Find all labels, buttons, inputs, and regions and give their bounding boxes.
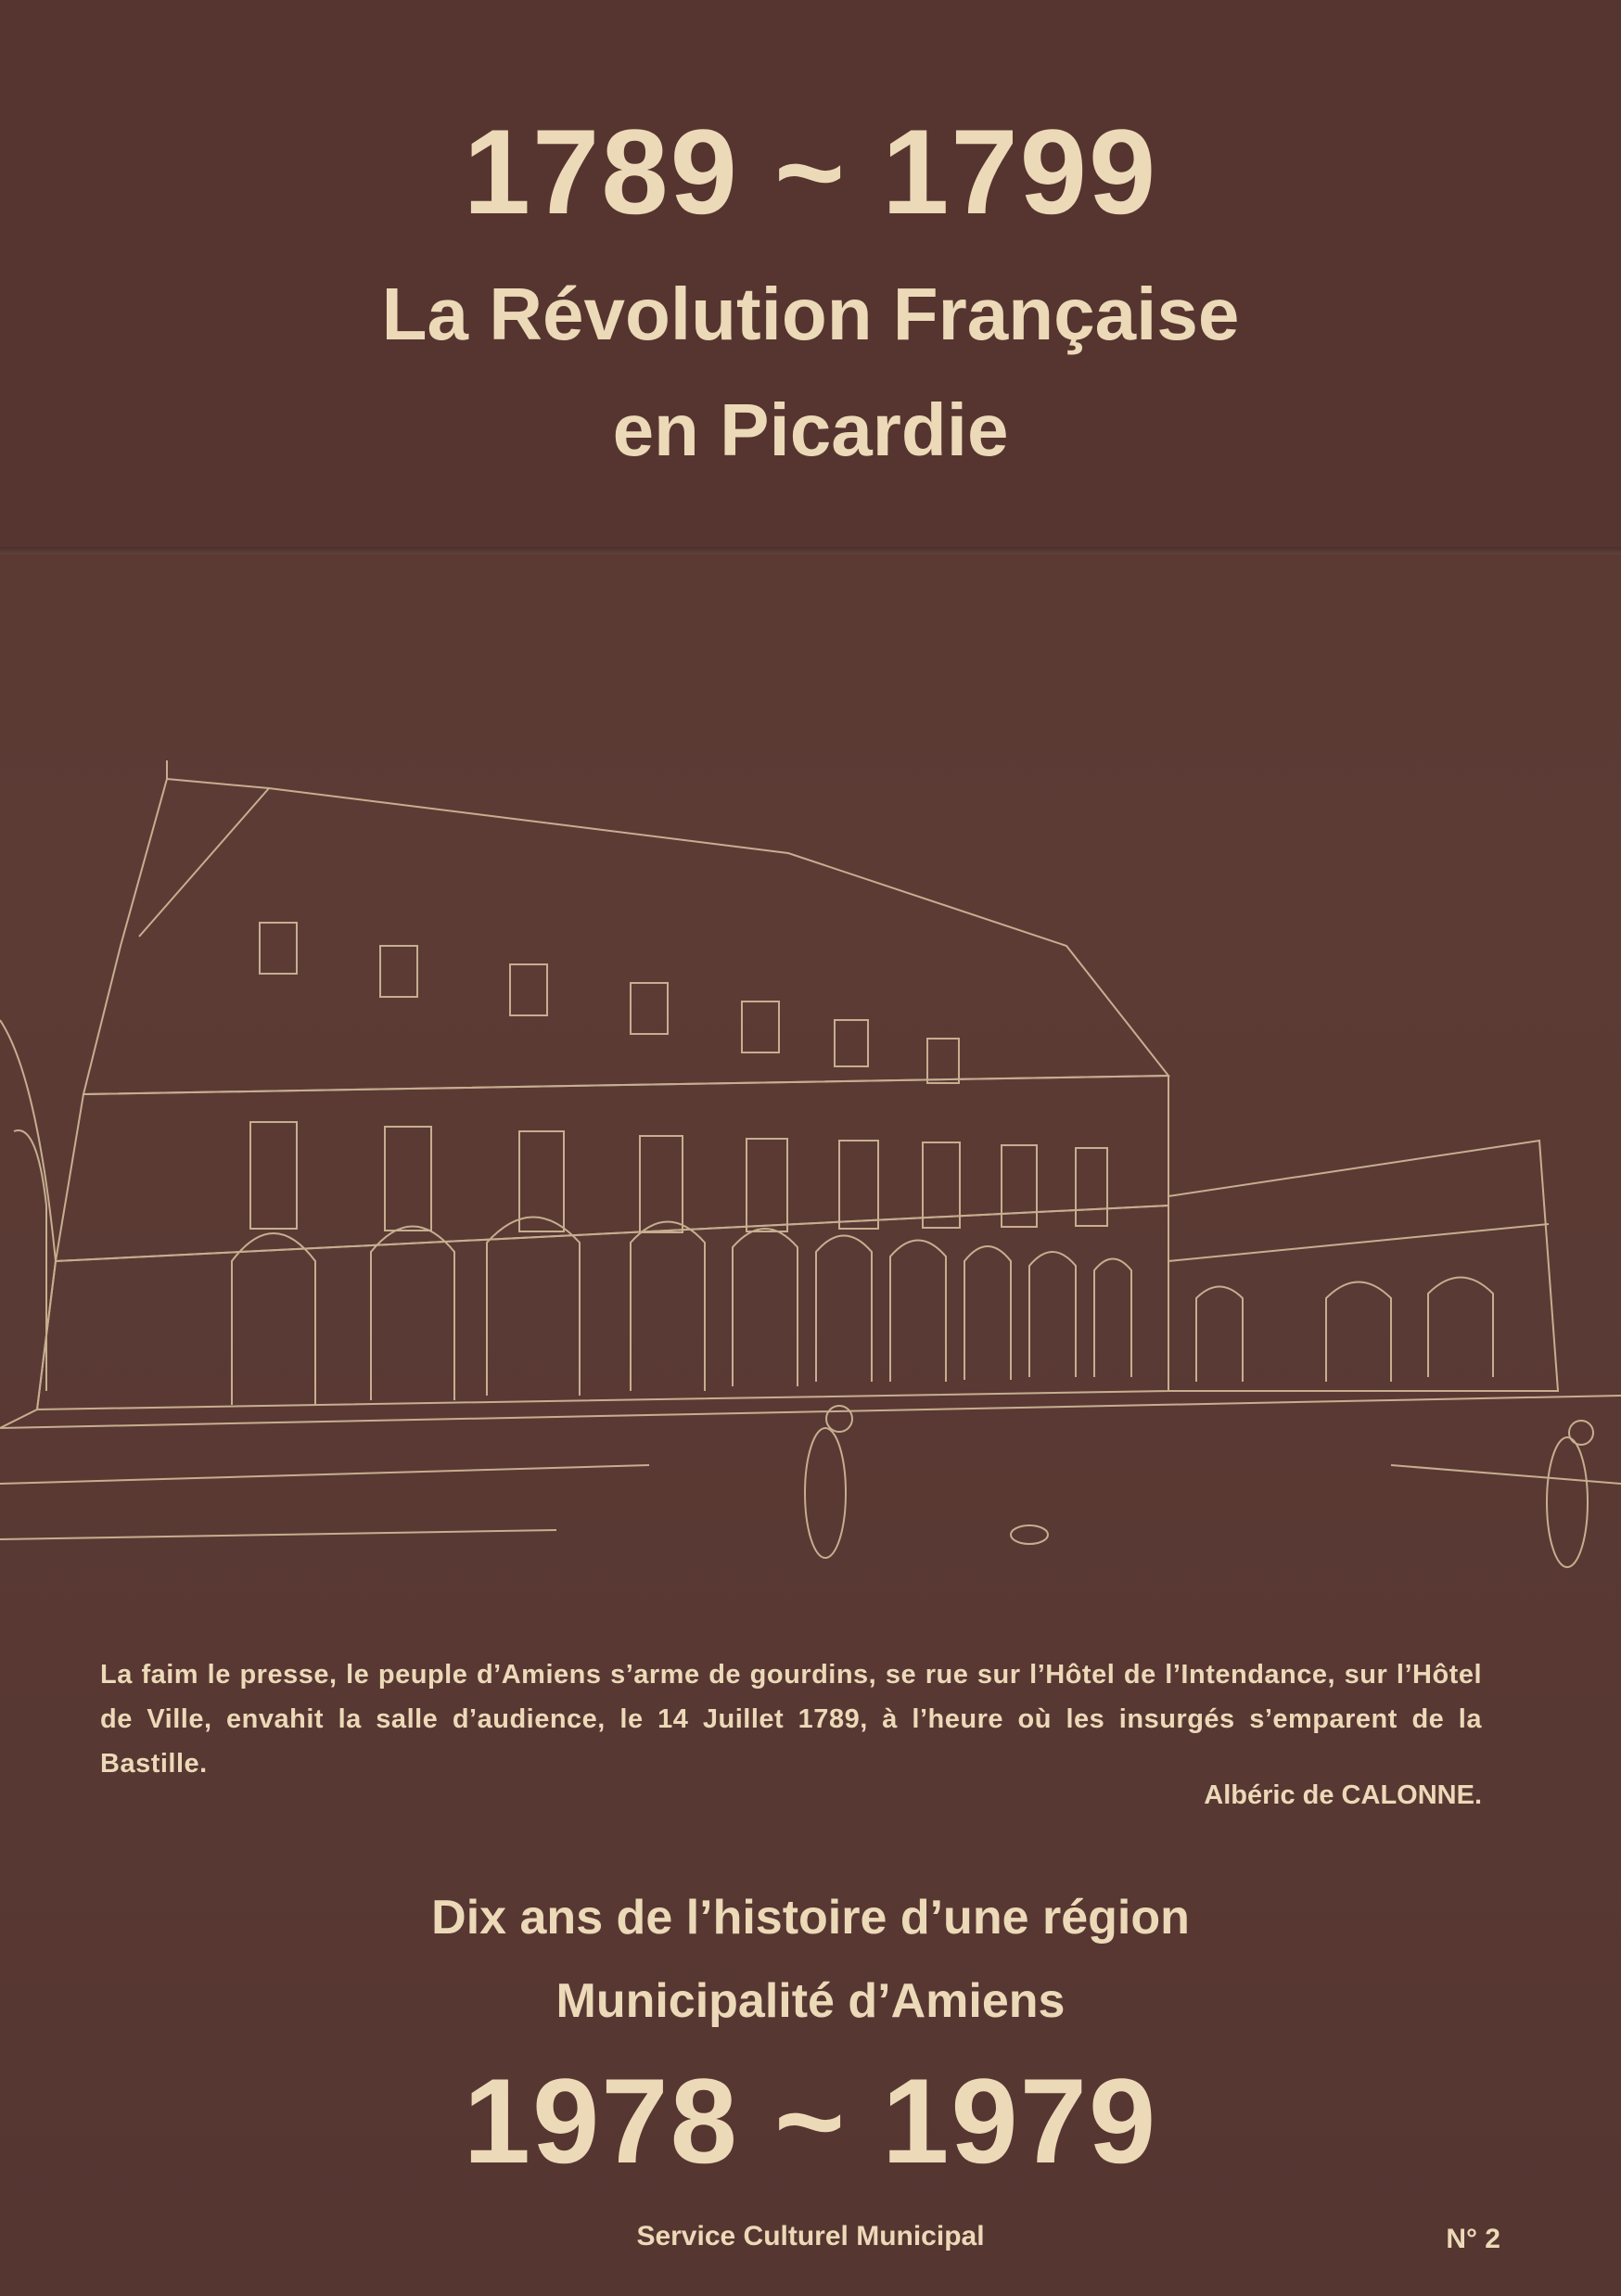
fold-line bbox=[0, 547, 1621, 555]
quote-text: La faim le presse, le peuple d’Amiens s’arme de gourdins, se rue sur l’Hôtel de l’Intendance, sur l’Hôtel de Ville, envahit la salle d’audience, le 14 Juillet 1789, à l’heure où les insurgés s’emparent de la Bastille. bbox=[100, 1660, 1482, 1779]
title-line-1: La Révolution Française bbox=[381, 273, 1240, 355]
header-years: 1789 ~ 1799 bbox=[463, 104, 1158, 239]
footer-years: 1978 ~ 1979 bbox=[463, 2053, 1158, 2188]
title-line-2: en Picardie bbox=[612, 389, 1009, 471]
issue-number: N° 2 bbox=[1446, 2224, 1500, 2254]
right-wing bbox=[1168, 1141, 1558, 1391]
subtitle-line-1: Dix ans de l’histoire d’une région bbox=[431, 1891, 1190, 1945]
quote-author: Albéric de CALONNE. bbox=[1204, 1780, 1482, 1810]
subtitle-line-2: Municipalité d’Amiens bbox=[555, 1974, 1066, 2028]
publisher-name: Service Culturel Municipal bbox=[636, 2221, 985, 2251]
building-engraving-illustration bbox=[0, 556, 1621, 1586]
roof-shape bbox=[83, 779, 1168, 1094]
ground-floor bbox=[37, 1205, 1168, 1409]
